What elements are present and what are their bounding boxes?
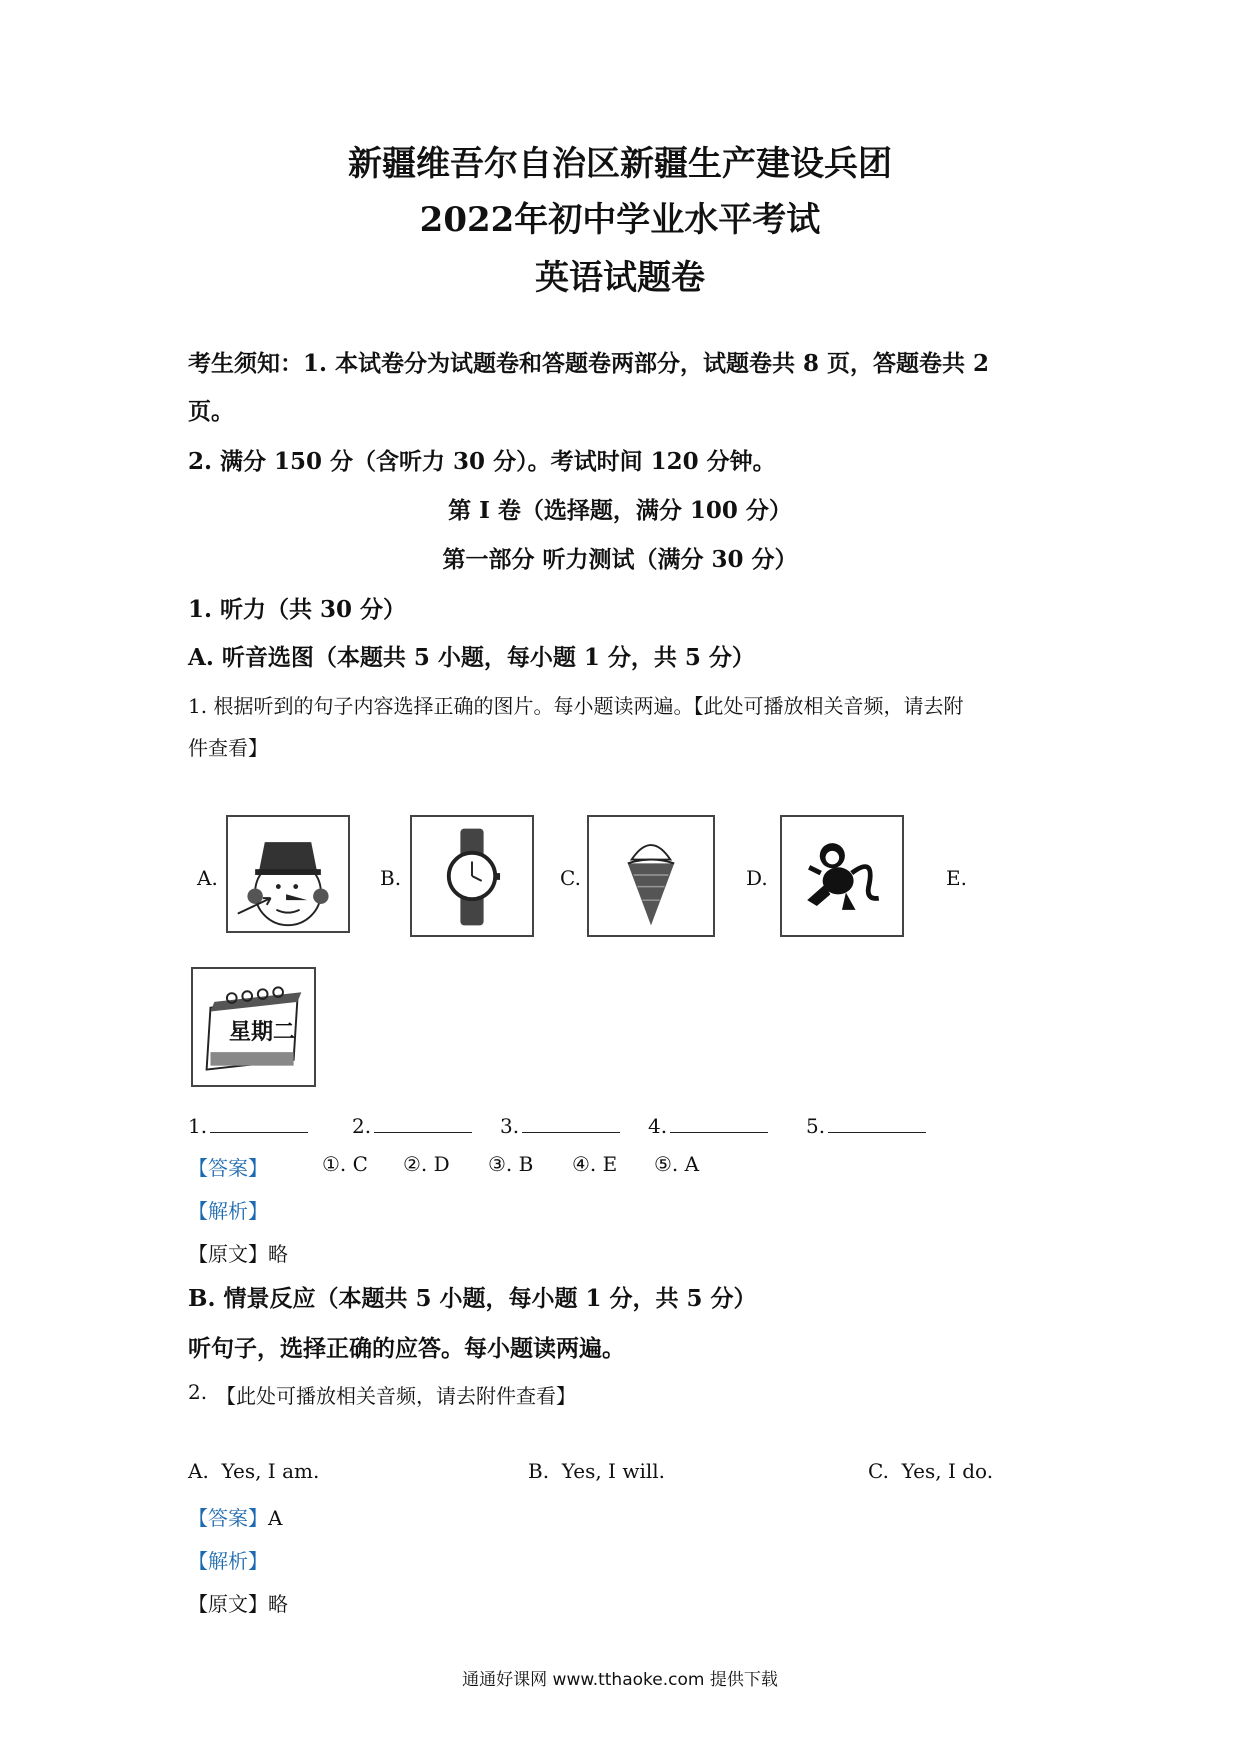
section-a-instruction-1: 1. 根据听到的句子内容选择正确的图片。每小题读两遍。【此处可播放相关音频，请去附: [188, 694, 964, 718]
page-footer: 通通好课网 www.tthaoke.com 提供下载: [462, 1670, 778, 1690]
blank-3[interactable]: [500, 1112, 620, 1138]
option-label-e: E.: [946, 866, 967, 890]
blank-number: 1.: [188, 1114, 208, 1138]
blank-1[interactable]: [188, 1112, 308, 1138]
blank-5[interactable]: [806, 1112, 926, 1138]
option-label-b: B.: [380, 866, 402, 890]
notice-line-2: 2. 满分 150 分（含听力 30 分）。考试时间 120 分钟。: [188, 448, 776, 475]
section-a-title: A. 听音选图（本题共 5 小题，每小题 1 分，共 5 分）: [188, 644, 755, 671]
original-text-a: [188, 1238, 288, 1267]
answer-5: ⑤. A: [654, 1152, 700, 1176]
answer-1: ①. C: [322, 1152, 368, 1176]
option-text: Yes, I do.: [901, 1459, 994, 1483]
original-label: 【原文】: [188, 1242, 268, 1266]
watch-image: [410, 815, 534, 937]
answer-4: ④. E: [572, 1152, 618, 1176]
option-label: A.: [188, 1459, 209, 1483]
option-label: C.: [868, 1459, 889, 1483]
option-text: Yes, I am.: [221, 1459, 320, 1483]
answer-label-a: 【答案】: [188, 1156, 268, 1180]
ice-cream-image: [587, 815, 715, 937]
snowman-image: [226, 815, 350, 933]
original-value: 略: [268, 1592, 288, 1616]
option-c[interactable]: [868, 1459, 993, 1483]
blank-number: 4.: [648, 1114, 668, 1138]
notice-line-1-cont: 页。: [188, 398, 234, 425]
volume-title: 第 I 卷（选择题，满分 100 分）: [448, 497, 792, 524]
original-text-b: [188, 1588, 288, 1617]
answer-value-b: A: [268, 1506, 283, 1530]
answer-3: ③. B: [488, 1152, 534, 1176]
blank-2[interactable]: [352, 1112, 472, 1138]
option-a[interactable]: [188, 1459, 319, 1483]
section-b-instruction: 听句子，选择正确的应答。每小题读两遍。: [188, 1335, 625, 1362]
section-b-title: B. 情景反应（本题共 5 小题，每小题 1 分，共 5 分）: [188, 1285, 757, 1312]
original-value: 略: [268, 1242, 288, 1266]
option-label-d: D.: [746, 866, 768, 890]
section-a-instruction-2: 件查看】: [188, 736, 268, 760]
answer-label-b: 【答案】: [188, 1506, 268, 1530]
question-2-number: 2.: [188, 1380, 208, 1404]
exam-year-title: 2022年初中学业水平考试: [419, 200, 821, 240]
option-label: B.: [528, 1459, 550, 1483]
exam-subject-title: 英语试题卷: [535, 258, 705, 298]
option-b[interactable]: [528, 1459, 665, 1483]
calendar-weekday-text: 星期二: [229, 1020, 296, 1045]
original-label: 【原文】: [188, 1592, 268, 1616]
monkey-image: [780, 815, 904, 937]
question-2-text: 【此处可播放相关音频，请去附件查看】: [216, 1384, 576, 1408]
section-listening-title: 1. 听力（共 30 分）: [188, 596, 407, 623]
notice-line-1: 考生须知：1. 本试卷分为试题卷和答题卷两部分，试题卷共 8 页，答题卷共 2: [188, 350, 990, 377]
analysis-label-b: 【解析】: [188, 1549, 268, 1573]
calendar-image: [191, 967, 316, 1087]
option-label-a: A.: [197, 866, 218, 890]
option-label-c: C.: [560, 866, 581, 890]
answer-2: ②. D: [403, 1152, 450, 1176]
answer-b: [188, 1502, 282, 1531]
blank-number: 2.: [352, 1114, 372, 1138]
part-title: 第一部分 听力测试（满分 30 分）: [442, 546, 798, 573]
analysis-label-a: 【解析】: [188, 1199, 268, 1223]
blank-4[interactable]: [648, 1112, 768, 1138]
exam-region-title: 新疆维吾尔自治区新疆生产建设兵团: [348, 144, 892, 184]
blank-number: 3.: [500, 1114, 520, 1138]
blank-number: 5.: [806, 1114, 826, 1138]
option-text: Yes, I will.: [561, 1459, 665, 1483]
